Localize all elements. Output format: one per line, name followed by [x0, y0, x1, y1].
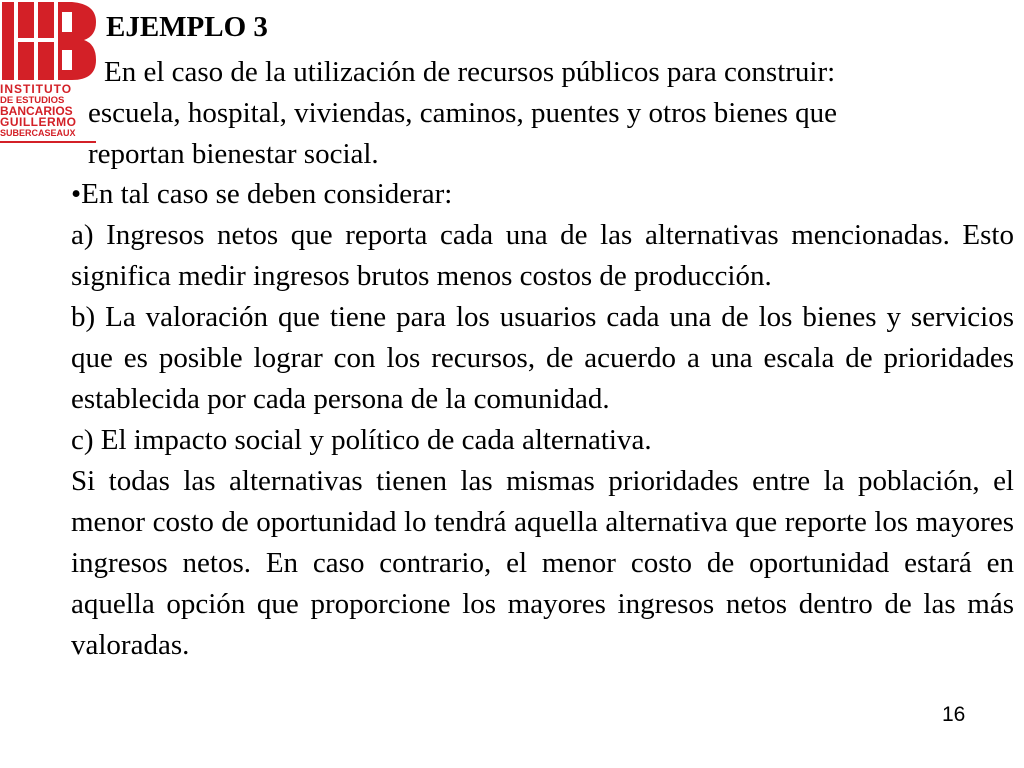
- logo-wordmark: [0, 84, 98, 143]
- intro-paragraph: [88, 52, 978, 175]
- conclusion-paragraph: Si todas las alternativas tienen las mismas prioridades entre la población, el menor costo de oportunidad lo tendrá aquella alternativa que reporte los mayores ingresos netos. En caso contrario, el menor costo de oportunidad estará en aquella opción que proporcione los mayores ingresos netos dentro de las más valoradas.: [71, 465, 1014, 661]
- institute-logo: [0, 0, 98, 150]
- item-a-paragraph: a) Ingresos netos que reporta cada una de las alternativas mencionadas. Esto significa medir ingresos brutos menos costos de producción.: [71, 219, 1014, 292]
- logo-mark-icon: [0, 0, 98, 84]
- slide-title: EJEMPLO 3: [106, 11, 268, 43]
- logo-line-3: BANCARIOS: [0, 104, 73, 118]
- logo-line-2: DE ESTUDIOS: [0, 95, 65, 106]
- item-c-paragraph: c) El impacto social y político de cada alternativa.: [71, 424, 652, 456]
- intro-line-1: En el caso de la utilización de recursos públicos para construir:: [104, 56, 836, 88]
- item-b-paragraph: b) La valoración que tiene para los usuarios cada una de los bienes y servicios que es posible lograr con los recursos, de acuerdo a una escala de prioridades establecida por cada persona de la comunidad.: [71, 301, 1014, 415]
- intro-line-2: escuela, hospital, viviendas, caminos, puentes y otros bienes que: [88, 97, 837, 129]
- logo-underline: [0, 141, 96, 143]
- logo-line-5: SUBERCASEAUX: [0, 128, 76, 138]
- intro-line-3: reportan bienestar social.: [88, 138, 379, 170]
- logo-line-4: GUILLERMO: [0, 115, 77, 129]
- page-number: 16: [942, 703, 966, 726]
- logo-line-1: INSTITUTO: [0, 82, 73, 96]
- slide-body: [71, 174, 1014, 666]
- bullet-consider: •En tal caso se deben considerar:: [71, 178, 453, 210]
